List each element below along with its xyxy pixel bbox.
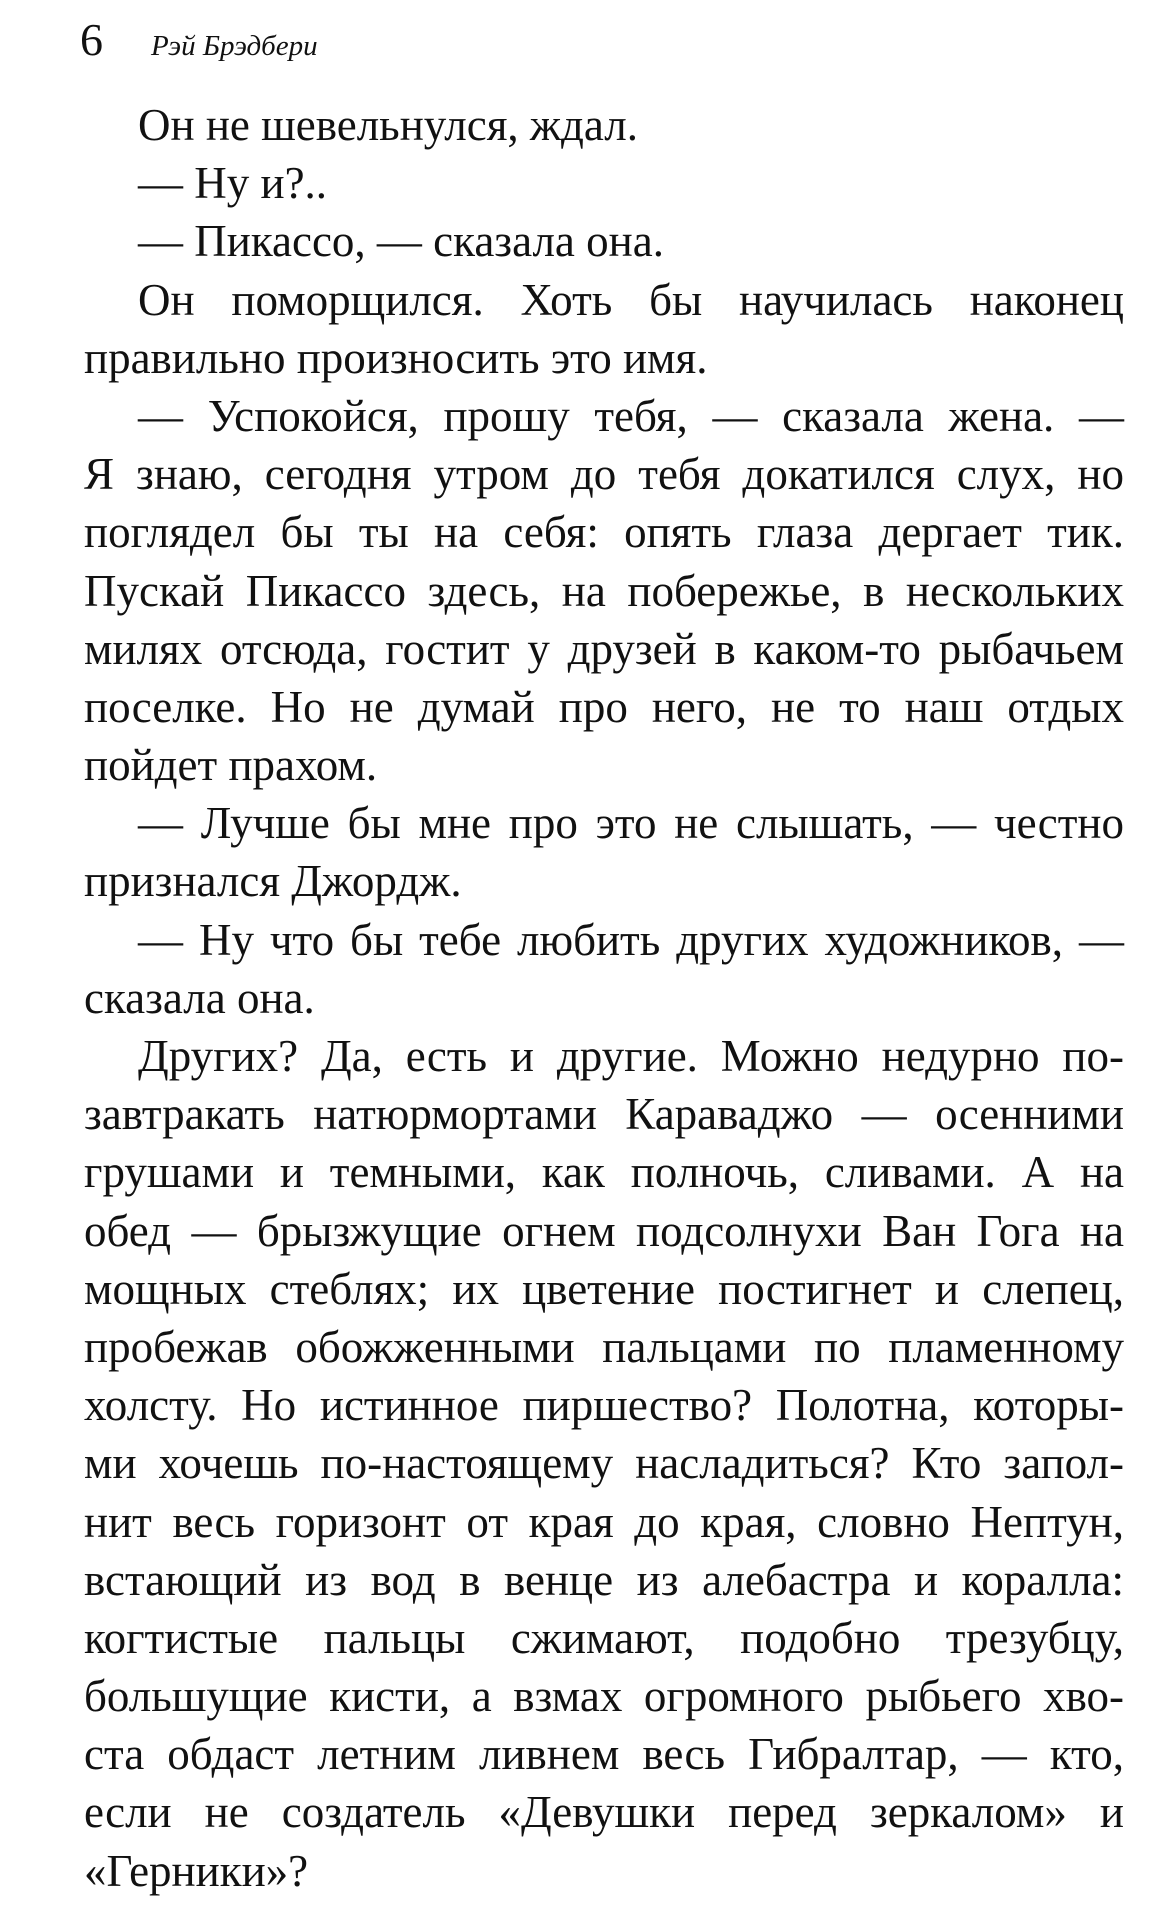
text-line: сказала она. [84, 972, 315, 1023]
text-line: поселке. Но не думай про него, не то наш отдых [84, 681, 1124, 732]
text-line: ми хочешь по-настоящему насладиться? Кто запол- [84, 1438, 1124, 1489]
text-line: милях отсюда, гостит у друзей в каком-то рыбачьем [84, 623, 1124, 674]
text-line: — Лучше бы мне про это не слышать, — честно [138, 798, 1124, 849]
text-line: если не создатель «Девушки перед зеркалом» и [84, 1787, 1124, 1838]
text-line: холсту. Но истинное пиршество? Полотна, которы- [84, 1380, 1124, 1431]
text-line: — Пикассо, — сказала она. [138, 216, 664, 267]
text-line: признался Джордж. [84, 856, 462, 907]
text-line: Пускай Пикассо здесь, на побережье, в нескольких [84, 565, 1124, 616]
text-line: Он поморщился. Хоть бы научилась наконец [138, 274, 1124, 325]
text-line: — Успокойся, прошу тебя, — сказала жена. — [138, 390, 1124, 441]
text-line: встающий из вод в венце из алебастра и коралла: [84, 1554, 1124, 1605]
text-line: большущие кисти, а взмах огромного рыбьего хво- [84, 1671, 1124, 1722]
text-line: ста обдаст летним ливнем весь Гибралтар, — кто, [84, 1729, 1124, 1780]
text-line: правильно произносить это имя. [84, 332, 708, 383]
text-line: когтистые пальцы сжимают, подобно трезубцу, [84, 1612, 1124, 1663]
text-line: пробежав обожженными пальцами по пламенному [84, 1321, 1124, 1372]
running-head-author: Рэй Брэдбери [151, 30, 318, 62]
text-line: поглядел бы ты на себя: опять глаза дергает тик. [84, 507, 1124, 558]
text-line: Он не шевельнулся, ждал. [138, 100, 638, 150]
text-line: — Ну что бы тебе любить других художников, — [138, 914, 1124, 965]
running-head [80, 12, 318, 68]
text-line: завтракать натюрмортами Караваджо — осенними [84, 1089, 1124, 1140]
text-line: Других? Да, есть и другие. Можно недурно по- [138, 1031, 1124, 1081]
text-line: Я знаю, сегодня утром до тебя докатился слух, но [84, 449, 1124, 500]
text-line: «Герники»? [84, 1845, 309, 1896]
body-text [84, 96, 1124, 1900]
text-line: — Ну и?.. [138, 158, 328, 209]
text-line: обед — брызжущие огнем подсолнухи Ван Гога на [84, 1205, 1124, 1256]
text-line: грушами и темными, как полночь, сливами. А на [84, 1147, 1124, 1198]
page-number: 6 [80, 14, 103, 65]
text-line: мощных стеблях; их цветение постигнет и слепец, [84, 1263, 1124, 1314]
text-line: нит весь горизонт от края до края, словно Нептун, [84, 1496, 1124, 1547]
text-line: пойдет прахом. [84, 740, 378, 791]
